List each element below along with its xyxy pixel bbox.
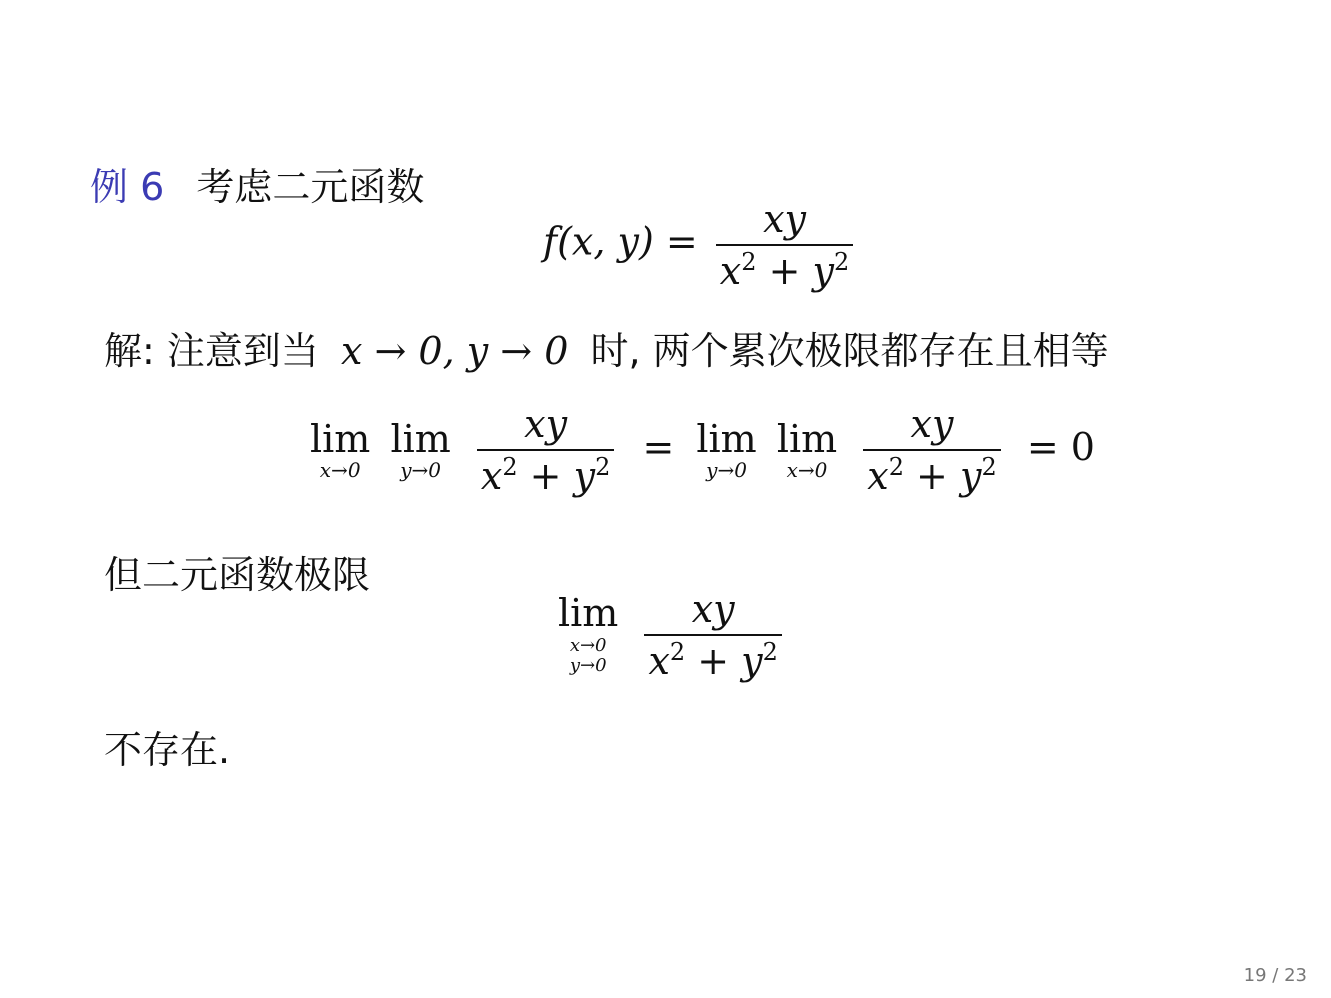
function-lhs: f(x, y) = <box>543 219 698 264</box>
limit-operator: lim x→0 <box>776 417 838 482</box>
example-intro: 考虑二元函数 <box>196 165 425 209</box>
conclusion-text: 不存在. <box>104 728 231 772</box>
double-limit-equation <box>558 587 788 683</box>
equals-sign: = <box>642 424 675 469</box>
iterated-limits-equation <box>310 402 1095 498</box>
limit-operator: lim y→0 <box>696 417 757 482</box>
fraction: $\frac{xy}{x^2 + y^2}$ <box>644 590 781 680</box>
fraction: $\frac{xy}{x^2 + y^2}$ <box>477 405 614 495</box>
limit-operator: lim y→0 <box>390 417 451 482</box>
limit-operator: lim x→0 <box>310 417 371 482</box>
fraction-numerator: xy <box>763 197 806 241</box>
solution-lead: 解: 注意到当 <box>104 329 319 373</box>
solution-tail: 时, 两个累次极限都存在且相等 <box>590 329 1109 373</box>
fraction <box>716 197 853 293</box>
example-heading <box>90 165 425 209</box>
page-number: 19 / 23 <box>1243 965 1307 986</box>
example-label: 例 6 <box>90 165 165 209</box>
function-definition <box>543 197 859 293</box>
fraction-denominator: $x^2 + y^2$ <box>719 248 850 293</box>
limit-result: = 0 <box>1026 424 1095 469</box>
double-limit-intro: 但二元函数极限 <box>104 553 371 597</box>
solution-line <box>104 329 1109 373</box>
solution-math: x → 0, y → 0 <box>340 329 569 373</box>
limit-operator: lim x→0 y→0 <box>558 591 619 676</box>
fraction: $\frac{xy}{x^2 + y^2}$ <box>863 405 1000 495</box>
